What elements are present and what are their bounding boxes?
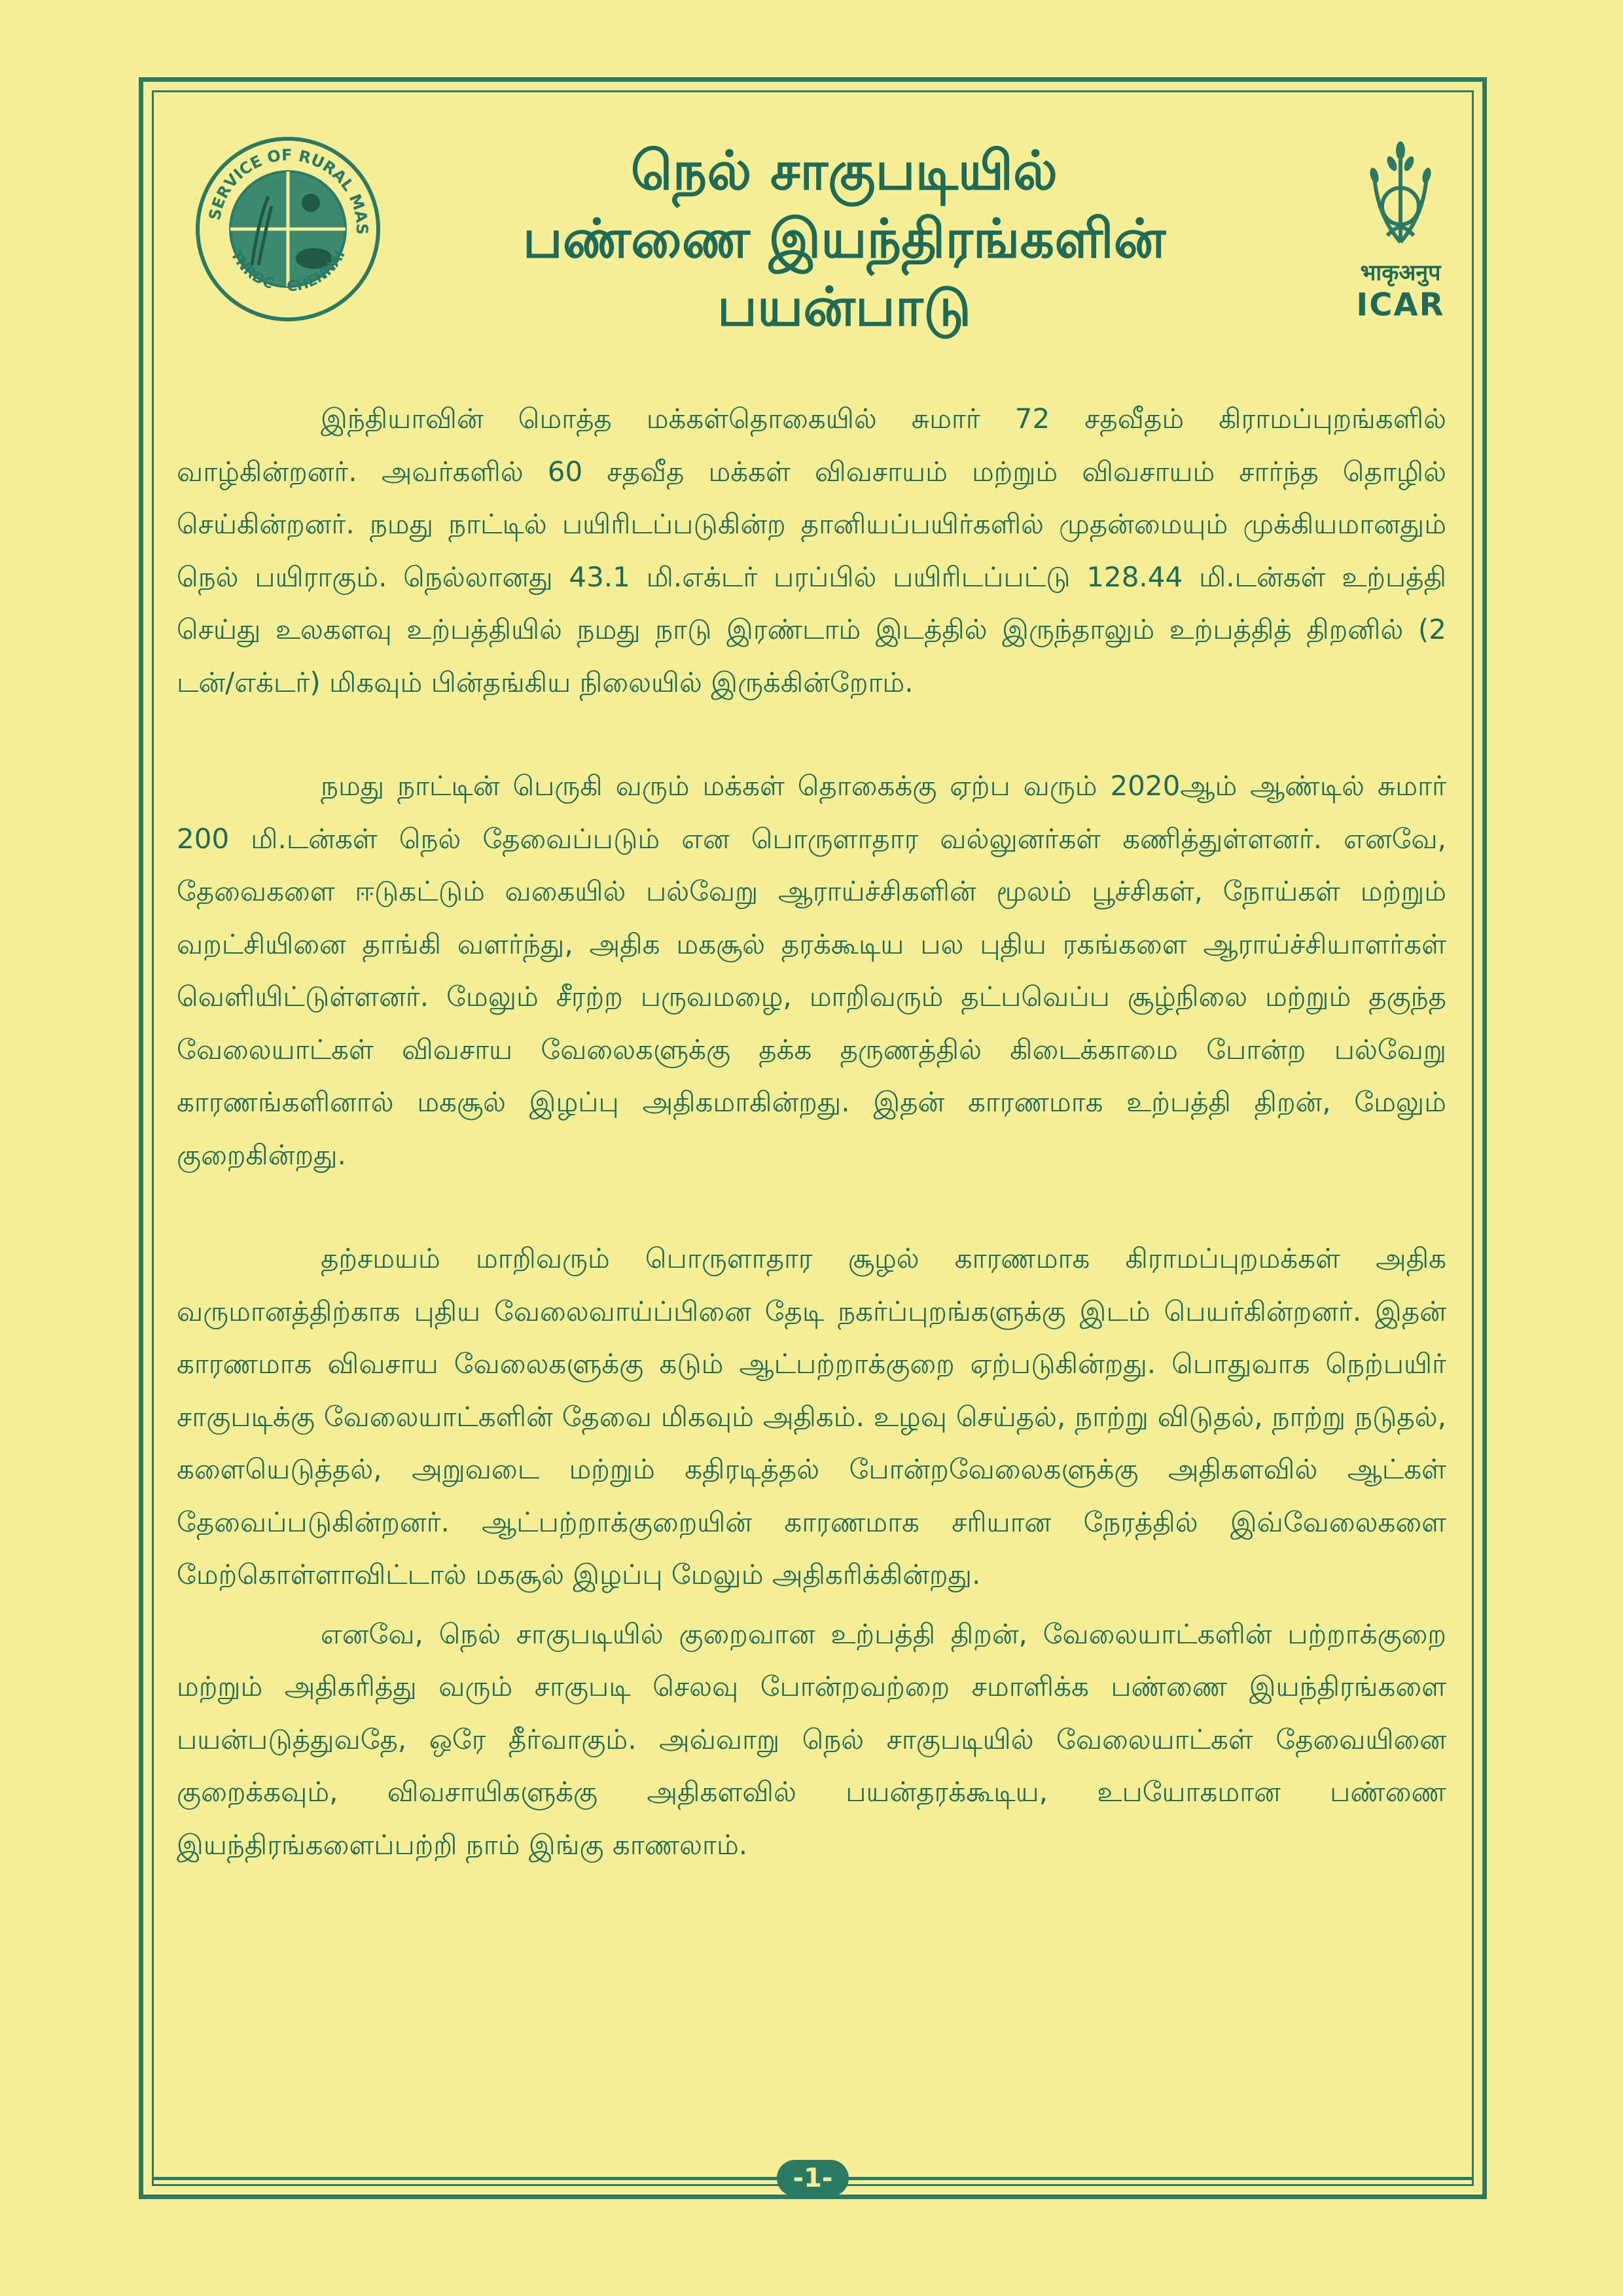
title-line-1: நெல் சாகுபடியில் [630, 140, 1058, 202]
icar-wheat-icon [1351, 137, 1450, 249]
seal-ring-bottom-text: TNRDC - CHENNAI [227, 247, 349, 295]
paragraph-4: எனவே, நெல் சாகுபடியில் குறைவான உற்பத்தி திறன், வேலையாட்களின் பற்றாக்குறை மற்றும் அதிகரித்து வரும் சாகுபடி செலவு போன்றவற்றை சமாளிக்க பண்ணை இயந்திரங்களை பயன்படுத்துவதே, ஒரே தீர்வாகும். அவ்வாறு நெல் சாகுபடியில் வேலையாட்கள் தேவையினை குறைக்கவும், விவசாயிகளுக்கு அதிகளவில் பயன்தரக்கூடிய, உபயோகமான பண்ணை இயந்திரங்களைப்பற்றி நாம் இங்கு காணலாம். [177, 1617, 1446, 1861]
icar-hindi-text: भाकृअनुप [1360, 260, 1441, 286]
page-header [164, 118, 1459, 367]
document-body [177, 393, 1446, 1871]
document-title [380, 137, 1309, 342]
title-line-2: பண்ணை இயந்திரங்களின் [522, 208, 1166, 270]
paragraph-3: தற்சமயம் மாறிவரும் பொருளாதார சூழல் காரணமாக கிராமப்புறமக்கள் அதிக வருமானத்திற்காக புதிய வேலைவாய்ப்பினை தேடி நகர்ப்புறங்களுக்கு இடம் பெயர்கின்றனர். இதன் காரணமாக விவசாய வேலைகளுக்கு கடும் ஆட்பற்றாக்குறை ஏற்படுகின்றது. பொதுவாக நெற்பயிர் சாகுபடிக்கு வேலையாட்களின் தேவை மிகவும் அதிகம். உழவு செய்தல், நாற்று விடுதல், நாற்று நடுதல், களையெடுத்தல், அறுவடை மற்றும் கதிரடித்தல் போன்றவேலைகளுக்கு அதிகளவில் ஆட்கள் தேவைப்படுகின்றனர். ஆட்பற்றாக்குறையின் காரணமாக சரியான நேரத்தில் இவ்வேலைகளை மேற்கொள்ளாவிட்டால் மகசூல் இழப்பு மேலும் அதிகரிக்கின்றது. [177, 1242, 1446, 1590]
paragraph-1: இந்தியாவின் மொத்த மக்கள்தொகையில் சுமார் 72 சதவீதம் கிராமப்புறங்களில் வாழ்கின்றனர். அவர்களில் 60 சதவீத மக்கள் விவசாயம் மற்றும் விவசாயம் சார்ந்த தொழில் செய்கின்றனர். நமது நாட்டில் பயிரிடப்படுகின்ற தானியப்பயிர்களில் முதன்மையும் முக்கியமானதும் நெல் பயிராகும். நெல்லானது 43.1 மி.எக்டர் பரப்பில் பயிரிடப்பட்டு 128.44 மி.டன்கள் உற்பத்தி செய்து உலகளவு உற்பத்தியில் நமது நாடு இரண்டாம் இடத்தில் இருந்தாலும் உற்பத்தித் திறனில் (2 டன்/எக்டர்) மிகவும் பின்தங்கிய நிலையில் இருக்கின்றோம். [177, 403, 1446, 698]
title-line-3: பயன்பாடு [717, 276, 971, 338]
page-footer [152, 2160, 1474, 2199]
tnrdc-seal-icon [193, 134, 383, 324]
seal-ring-top-text: SERVICE OF RURAL MAS [205, 145, 372, 234]
page-number: -1- [777, 2160, 849, 2197]
icar-english-text: ICAR [1356, 287, 1445, 323]
icar-logo [1338, 137, 1463, 327]
paragraph-2: நமது நாட்டின் பெருகி வரும் மக்கள் தொகைக்கு ஏற்ப வரும் 2020ஆம் ஆண்டில் சுமார் 200 மி.டன்கள் நெல் தேவைப்படும் என பொருளாதார வல்லுனர்கள் கணித்துள்ளனர். எனவே, தேவைகளை ஈடுகட்டும் வகையில் பல்வேறு ஆராய்ச்சிகளின் மூலம் பூச்சிகள், நோய்கள் மற்றும் வறட்சியினை தாங்கி வளர்ந்து, அதிக மகசூல் தரக்கூடிய பல புதிய ரகங்களை ஆராய்ச்சியாளர்கள் வெளியிட்டுள்ளனர். மேலும் சீரற்ற பருவமழை, மாறிவரும் தட்பவெப்ப சூழ்நிலை மற்றும் தகுந்த வேலையாட்கள் விவசாய வேலைகளுக்கு தக்க தருணத்தில் கிடைக்காமை போன்ற பல்வேறு காரணங்களினால் மகசூல் இழப்பு அதிகமாகின்றது. இதன் காரணமாக உற்பத்தி திறன், மேலும் குறைகின்றது. [177, 770, 1446, 1171]
